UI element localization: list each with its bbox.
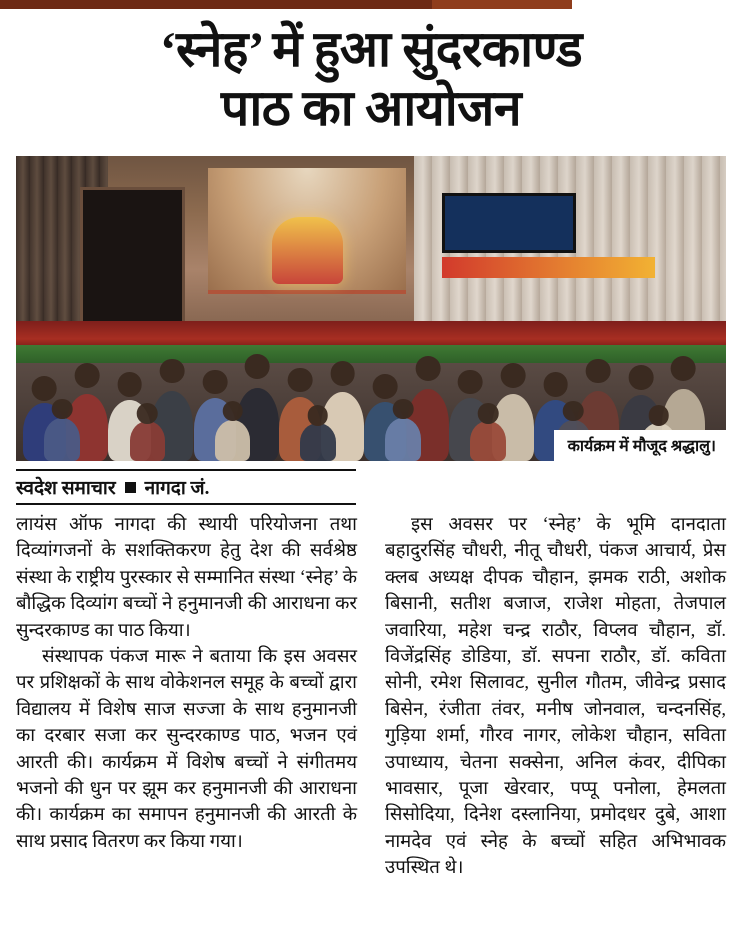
photo-display-screen: [442, 193, 576, 254]
headline-line-1: ‘स्नेह’ में हुआ सुंदरकाण्ड: [159, 21, 583, 77]
photo-banner: [442, 257, 655, 278]
body-column-left: [16, 512, 357, 881]
article-headline: [0, 0, 742, 144]
body-column-right: [385, 512, 726, 881]
crowd-person: [215, 420, 251, 461]
square-bullet-icon: [125, 482, 136, 493]
byline: [16, 469, 356, 505]
top-strip-mid-bar: [432, 0, 572, 9]
page-top-strip: [0, 0, 742, 14]
photo-deity-idol: [272, 217, 343, 284]
headline-line-2: पाठ का आयोजन: [220, 80, 522, 136]
crowd-person: [470, 421, 506, 461]
article-photo: [16, 156, 726, 461]
byline-source: स्वदेश समाचार: [16, 478, 116, 499]
byline-location: नागदा जं.: [144, 478, 210, 499]
article-body: [16, 512, 726, 881]
photo-caption: कार्यक्रम में मौजूद श्रद्धालु।: [554, 430, 726, 461]
top-strip-right-bar: [572, 0, 742, 9]
crowd-person: [300, 423, 336, 461]
crowd-person: [44, 418, 80, 461]
body-paragraph: लायंस ऑफ नागदा की स्थायी परियोजना तथा दिव्यांगजनों के सशक्तिकरण हेतु देश की सर्वश्रेष्ठ संस्था के राष्ट्रीय पुरस्कार से सम्मानित संस्था ‘स्नेह’ के बौद्धिक दिव्यांग बच्चों ने हनुमानजी की आराधना कर सुन्दरकाण्ड का पाठ किया।: [16, 514, 357, 641]
photo-scene: [16, 156, 726, 461]
body-paragraph: संस्थापक पंकज मारू ने बताया कि इस अवसर पर प्रशिक्षकों के साथ वोकेशनल समूह के बच्चों द्वारा विद्यालय में विशेष साज सज्जा के साथ हनुमानजी का दरबार सजा कर सुन्दरकाण्ड पाठ, भजन एवं आरती की। कार्यक्रम में विशेष बच्चों ने संगीतमय भजनो की धुन पर झूम कर हनुमानजी की आराधना की। कार्यक्रम का समापन हनुमानजी की आरती के साथ प्रसाद वितरण कर किया गया।: [16, 645, 357, 852]
body-paragraph: इस अवसर पर ‘स्नेह’ के भूमि दानदाता बहादुरसिंह चौधरी, नीतू चौधरी, पंकज आचार्य, प्रेस क्लब अध्यक्ष दीपक चौहान, झमक राठी, अशोक बिसानी, सतीश बजाज, राजेश मोहता, तेजपाल जवारिया, महेश चन्द्र राठौर, विप्लव चौहान, डॉ. विजेंद्रसिंह डोडिया, डॉ. सपना राठौर, डॉ. कविता सोनी, रमेश सिलावट, सुनील गौतम, जीवेन्द्र प्रसाद बिसेन, रंजीता तंवर, मनीष जोनवाल, चन्दनसिंह, गुड़िया शर्मा, गौरव नागर, लोकेश चौहान, सविता उपाध्याय, चेतना सक्सेना, अनिल कंवर, दीपिका भावसार, पूजा खेरवार, पप्पू पनोला, हेमलता सिसोदिया, दिनेश दस्लानिया, प्रमोदधर दुबे, आशा नामदेव एवं स्नेह के बच्चों सहित अभिभावक उपस्थित थे।: [385, 514, 726, 879]
top-strip-left-bar: [0, 0, 432, 9]
crowd-person: [130, 421, 166, 461]
crowd-person: [385, 418, 421, 461]
